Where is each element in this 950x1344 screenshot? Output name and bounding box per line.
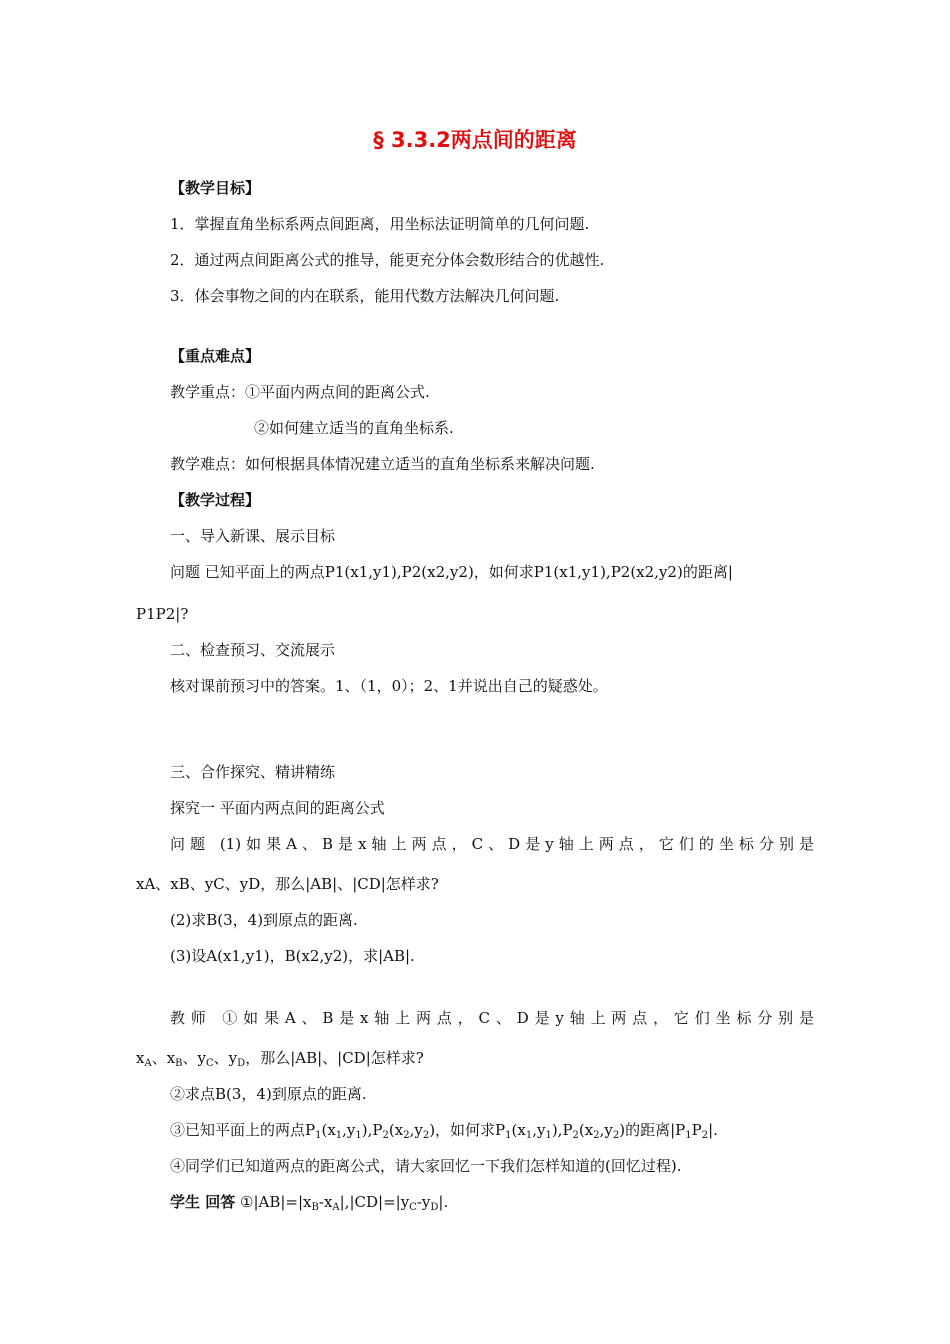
student-answer: 学生 回答 $①|AB|=|x_B-x_A|,|CD|=|y_C-y_D|$. [170,1193,449,1213]
page-title: § 3.3.2两点间的距离 [373,128,577,152]
student-label: 学生 回答 [170,1193,236,1211]
question-1-continued: xA、xB、yC、yD，那么|AB|、|CD|怎样求? [136,875,439,893]
key-points-heading: 【重点难点】 [170,347,261,365]
focus-point-1: 教学重点：①平面内两点间的距离公式. [170,383,430,401]
part3-title: 三、合作探究、精讲精练 [170,763,336,781]
difficulty-point: 教学难点：如何根据具体情况建立适当的直角坐标系来解决问题. [170,455,595,473]
objective-item: 2．通过两点间距离公式的推导，能更充分体会数形结合的优越性. [170,251,605,269]
explore1-title: 探究一 平面内两点间的距离公式 [170,799,385,817]
part2-text: 核对课前预习中的答案。1、（1，0）；2、1并说出自己的疑惑处。 [170,677,608,695]
part1-question: 问题 已知平面上的两点P1(x1,y1),P2(x2,y2)，如何求P1(x1,y1),P2(x2,y2)的距离| [170,563,733,581]
teacher-4: ④同学们已知道两点的距离公式，请大家回忆一下我们怎样知道的(回忆过程). [170,1157,682,1175]
teacher-1: 教师 ①如果A、B是x轴上两点，C、D是y轴上两点，它们坐标分别是 [170,1009,814,1027]
part1-title: 一、导入新课、展示目标 [170,527,336,545]
objective-item: 3．体会事物之间的内在联系，能用代数方法解决几何问题. [170,287,560,305]
teacher-2: ②求点B(3，4)到原点的距离. [170,1085,367,1103]
process-heading: 【教学过程】 [170,491,261,509]
part2-title: 二、检查预习、交流展示 [170,641,336,659]
objectives-heading: 【教学目标】 [170,179,261,197]
teacher-1-continued: $x_A$、$x_B$、$y_C$、$y_D$，那么|AB|、|CD|怎样求? [136,1049,424,1069]
question-2: (2)求B(3，4)到原点的距离. [170,911,358,929]
focus-point-2: ②如何建立适当的直角坐标系. [254,419,454,437]
question-3: (3)设A(x1,y1)，B(x2,y2)，求|AB|. [170,947,415,965]
part1-question-continued: P1P2|? [136,605,189,623]
question-1: 问题 (1)如果A、B是x轴上两点，C、D是y轴上两点，它们的坐标分别是 [170,835,814,853]
objective-item: 1．掌握直角坐标系两点间距离，用坐标法证明简单的几何问题. [170,215,590,233]
teacher-3: ③已知平面上的两点$P_1(x_1,y_1),P_2(x_2,y_2)$，如何求$P_1(x_1,y_1),P_2(x_2,y_2)$的距离$|P_1P_2|$. [170,1121,718,1141]
